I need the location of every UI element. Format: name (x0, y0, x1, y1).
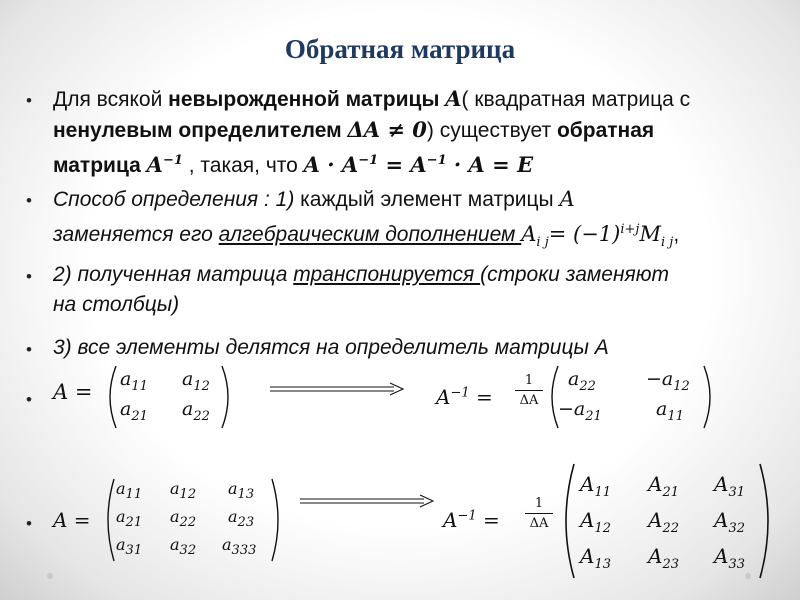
bullet-marker: • (26, 91, 32, 110)
matrix-cell: $a_{23}$ (228, 507, 255, 531)
matrix-cell: $a_{32}$ (170, 535, 197, 559)
matrix-cell: $A_{33}$ (714, 544, 745, 572)
matrix-cell: $A_{32}$ (714, 508, 745, 536)
matrix-3x3-inverse (560, 462, 774, 580)
matrix-cell: $-a_{12}$ (646, 368, 690, 394)
eq2x2-lhs: A = (53, 380, 93, 404)
matrix-cell: $A_{22}$ (648, 508, 679, 536)
matrix-3x3-original (104, 477, 282, 563)
matrix-2x2-original (104, 364, 234, 430)
matrix-cell: $a_{333}$ (222, 535, 257, 559)
fraction-inverse-det: 1 ΔA (525, 496, 553, 531)
paragraph-method-step3: 3) все элементы делятся на определитель матрицы A (53, 336, 609, 359)
matrix-cell: $a_{11}$ (116, 479, 143, 503)
arrow-right-icon (270, 382, 404, 396)
matrix-cell: $a_{13}$ (228, 479, 255, 503)
fraction-inverse-det: 1 ΔA (515, 373, 543, 408)
bullet-marker: • (26, 340, 32, 359)
matrix-cell: $a_{31}$ (116, 535, 143, 559)
matrix-cell: $a_{22}$ (170, 507, 197, 531)
bullet-marker: • (26, 267, 32, 286)
paragraph-definition: Для всякой невырожденной матрицы A( квадратная матрица с ненулевым определителем ΔA ≠ 0) существует обратная матрица $A^{-1}$ , такая, что $A \cdot A^{-1} = A^{-1} \cdot A = E$ (53, 86, 691, 177)
decorative-dot (745, 573, 751, 579)
eq3x3-lhs: A = (53, 508, 91, 532)
arrow-right-icon (300, 494, 434, 508)
bullet-marker: • (26, 191, 32, 210)
matrix-cell: $A_{31}$ (714, 472, 745, 500)
matrix-cell: $A_{12}$ (580, 508, 611, 536)
paragraph-method-step2: 2) полученная матрица транспонируется (строки заменяют на столбцы) (53, 263, 670, 316)
matrix-cell: $a_{11}$ (120, 368, 148, 394)
matrix-cell: $A_{13}$ (580, 544, 611, 572)
matrix-cell: $a_{21}$ (116, 507, 143, 531)
matrix-cell: $a_{11}$ (656, 398, 684, 424)
paragraph-method-step1: Способ определения : 1) каждый элемент матрицы A заменяется его алгебраическим дополнением $A_{i j}= (-1)^{i+j}M_{i j}$, (53, 187, 680, 251)
matrix-cell: $-a_{21}$ (558, 398, 602, 424)
slide-title: Обратная матрица (284, 34, 516, 64)
bullet-marker: • (26, 390, 32, 409)
eq3x3-rhs: $A^{-1}$ = (443, 508, 500, 532)
matrix-cell: $A_{11}$ (580, 472, 611, 500)
matrix-cell: $a_{12}$ (170, 479, 197, 503)
matrix-cell: $a_{21}$ (120, 398, 148, 424)
matrix-2x2-inverse (546, 364, 716, 430)
eq2x2-rhs: $A^{-1}$ = (436, 385, 493, 409)
matrix-cell: $a_{22}$ (568, 368, 596, 394)
matrix-cell: $a_{12}$ (182, 368, 210, 394)
bullet-marker: • (26, 514, 32, 533)
decorative-dot (47, 573, 53, 579)
matrix-cell: $A_{21}$ (648, 472, 679, 500)
matrix-cell: $A_{23}$ (648, 544, 679, 572)
matrix-cell: $a_{22}$ (182, 398, 210, 424)
